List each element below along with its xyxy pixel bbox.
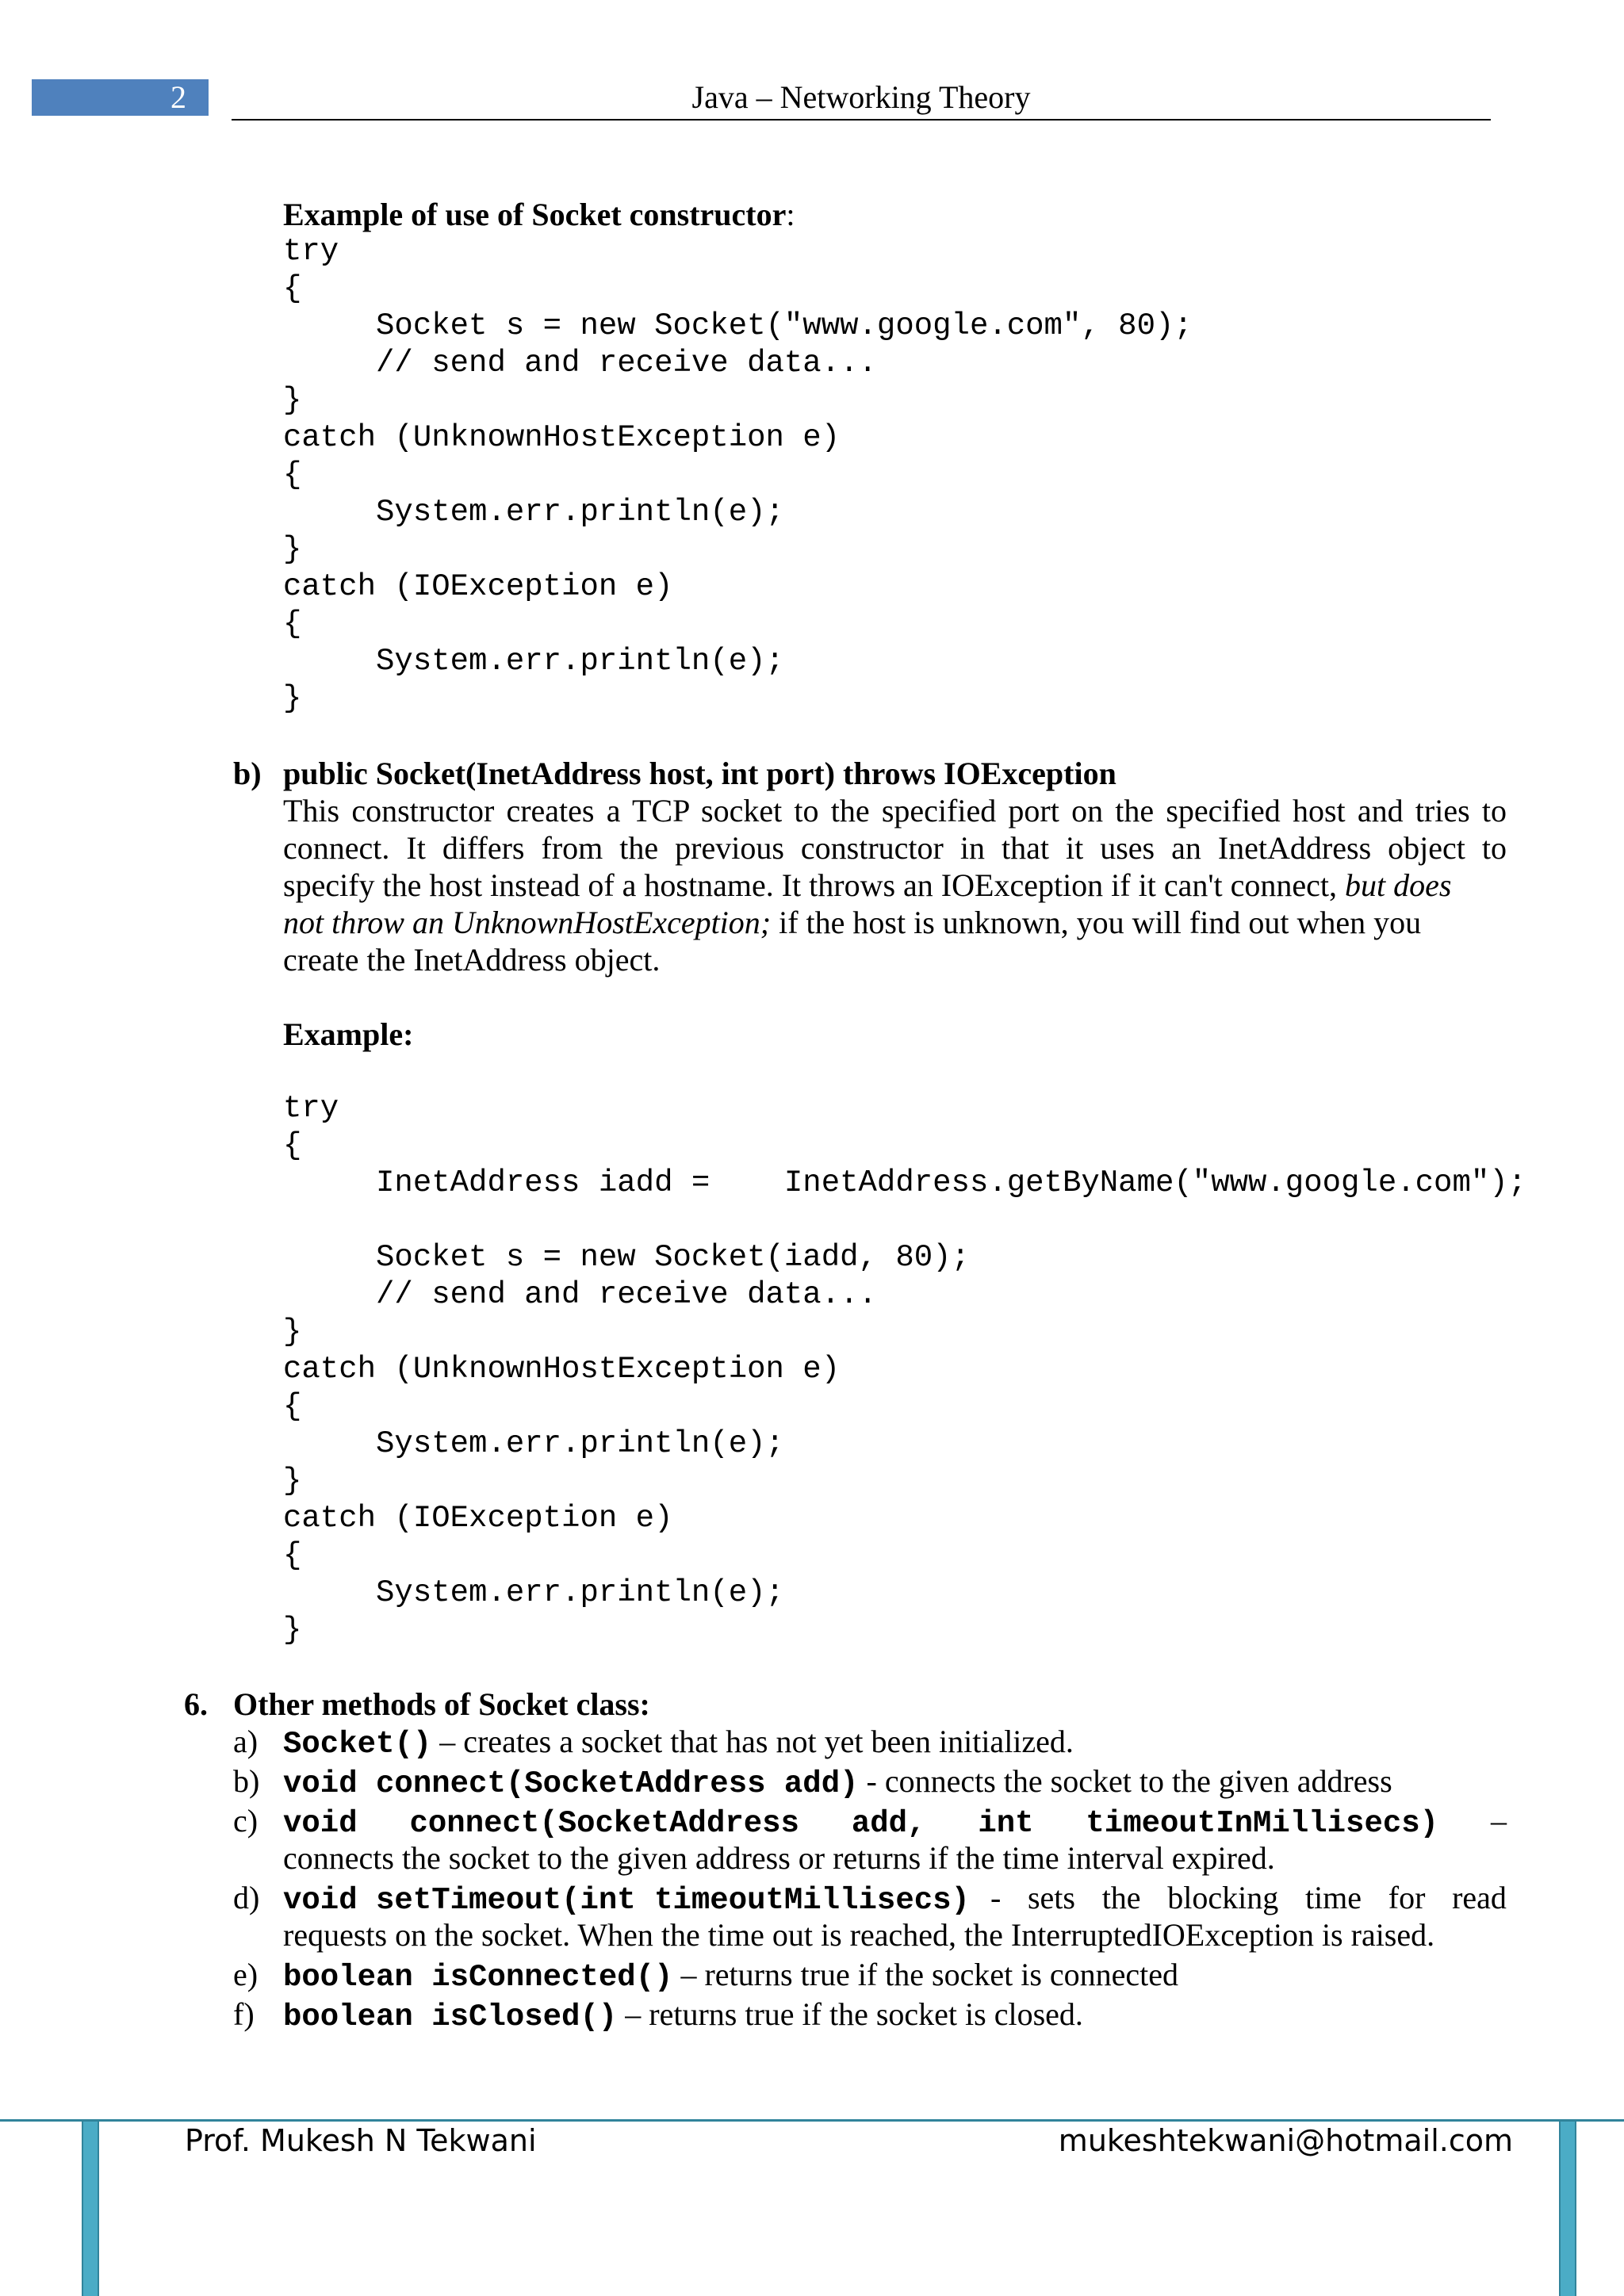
list-item (283, 1802, 1507, 1843)
list-marker: e) (233, 1957, 259, 1992)
header-title: Java – Networking Theory (691, 79, 1031, 115)
word: - (990, 1880, 1002, 1915)
footer-left-bar (82, 2122, 99, 2296)
list-item (283, 1723, 1074, 1763)
word: sets (1027, 1880, 1075, 1915)
example-heading-colon: : (786, 197, 795, 232)
page-number-box (32, 79, 209, 116)
code-line: { (283, 607, 302, 641)
word: blocking (1167, 1880, 1279, 1915)
section-b-paragraph-line (283, 904, 1507, 941)
code-line: catch (UnknownHostException e) (283, 420, 841, 455)
method-description: – returns true if the socket is connected (672, 1957, 1179, 1992)
method-signature: boolean isConnected() (283, 1960, 673, 1995)
method-signature-part: timeoutInMillisecs) (1086, 1806, 1439, 1841)
list-marker: c) (233, 1803, 259, 1839)
list-marker: b) (233, 1763, 260, 1799)
word: for (1388, 1880, 1426, 1915)
code-line: // send and receive data... (283, 1277, 877, 1312)
method-description: connects the socket to the given address or returns if the time interval expired. (283, 1840, 1275, 1876)
section-b-paragraph-line (283, 867, 1451, 904)
code-line: } (283, 1613, 302, 1647)
method-signature-part: add, (851, 1806, 926, 1841)
paragraph-text: if the host is unknown, you will find out when you (771, 905, 1422, 940)
code-line: catch (UnknownHostException e) (283, 1352, 841, 1387)
code-line: try (283, 234, 339, 269)
section-b-heading: public Socket(InetAddress host, int port) throws IOException (283, 756, 1116, 791)
method-signature: boolean isClosed() (283, 1999, 618, 2034)
word: read (1452, 1880, 1507, 1915)
method-signature-part: int (978, 1806, 1034, 1841)
code-line: } (283, 532, 302, 567)
list-item (283, 1762, 1392, 1803)
method-signature: void setTimeout(int timeoutMillisecs) (283, 1883, 970, 1918)
list-marker: f) (233, 1996, 255, 2032)
code-line: System.err.println(e); (283, 1426, 784, 1461)
code-line: } (283, 383, 302, 418)
page-number: 2 (170, 79, 186, 115)
paragraph-italic-text: but does (1345, 867, 1452, 903)
code-line: InetAddress iadd = InetAddress.getByName("www.google.com"); (283, 1165, 1527, 1200)
code-line: { (283, 1538, 302, 1573)
footer-right-bar (1559, 2122, 1576, 2296)
method-description: requests on the socket. When the time out is reached, the InterruptedIOException is raised. (283, 1917, 1435, 1953)
list-item (283, 1956, 1178, 1996)
word: time (1304, 1880, 1362, 1915)
method-description (990, 1879, 1507, 1916)
code-line: Socket s = new Socket(iadd, 80); (283, 1240, 970, 1275)
dash: – (1490, 1803, 1507, 1839)
section-6-number: 6. (184, 1686, 208, 1722)
list-item (283, 1996, 1083, 2036)
code-line: catch (IOException e) (283, 569, 673, 604)
header-rule (232, 119, 1491, 121)
method-description: - connects the socket to the given address (858, 1763, 1392, 1799)
code-line: System.err.println(e); (283, 644, 784, 679)
code-line: } (283, 1464, 302, 1498)
section-b-paragraph-line: connect. It differs from the previous constructor in that it uses an InetAddress object to (283, 830, 1507, 866)
section-b-paragraph-line: This constructor creates a TCP socket to the specified port on the specified host and tries to (283, 793, 1507, 828)
footer-email: mukeshtekwani@hotmail.com (1058, 2123, 1513, 2158)
code-line: } (283, 681, 302, 716)
paragraph-italic-text: not throw an UnknownHostException; (283, 905, 772, 940)
code-line: catch (IOException e) (283, 1501, 673, 1536)
code-line: System.err.println(e); (283, 1575, 784, 1610)
code-line: { (283, 1389, 302, 1424)
list-marker: a) (233, 1724, 259, 1759)
method-signature: Socket() (283, 1727, 432, 1762)
code-line: try (283, 1091, 339, 1126)
method-signature-part: void (283, 1806, 358, 1841)
code-line: { (283, 457, 302, 492)
paragraph-text: specify the host instead of a hostname. It throws an IOException if it can't connect, (283, 867, 1346, 903)
method-signature-part: connect(SocketAddress (409, 1806, 799, 1841)
section-b-paragraph-line: create the InetAddress object. (283, 942, 661, 978)
code-line: System.err.println(e); (283, 495, 784, 530)
method-description: – returns true if the socket is closed. (617, 1996, 1083, 2032)
section-b-marker: b) (233, 756, 262, 791)
footer-author: Prof. Mukesh N Tekwani (185, 2123, 537, 2158)
list-item (283, 1879, 1507, 1919)
word: the (1101, 1880, 1141, 1915)
method-signature: void connect(SocketAddress add) (283, 1766, 859, 1801)
method-description: – creates a socket that has not yet been initialized. (431, 1724, 1074, 1759)
example-heading (283, 196, 795, 233)
code-line: { (283, 1128, 302, 1163)
list-marker: d) (233, 1880, 260, 1915)
code-line: } (283, 1314, 302, 1349)
example-heading-text: Example of use of Socket constructor (283, 197, 787, 232)
code-line: // send and receive data... (283, 346, 877, 381)
code-line: { (283, 271, 302, 306)
section-b-example-label: Example: (283, 1016, 414, 1052)
section-6-heading: Other methods of Socket class: (233, 1686, 650, 1722)
code-line: Socket s = new Socket("www.google.com", 80); (283, 308, 1193, 343)
